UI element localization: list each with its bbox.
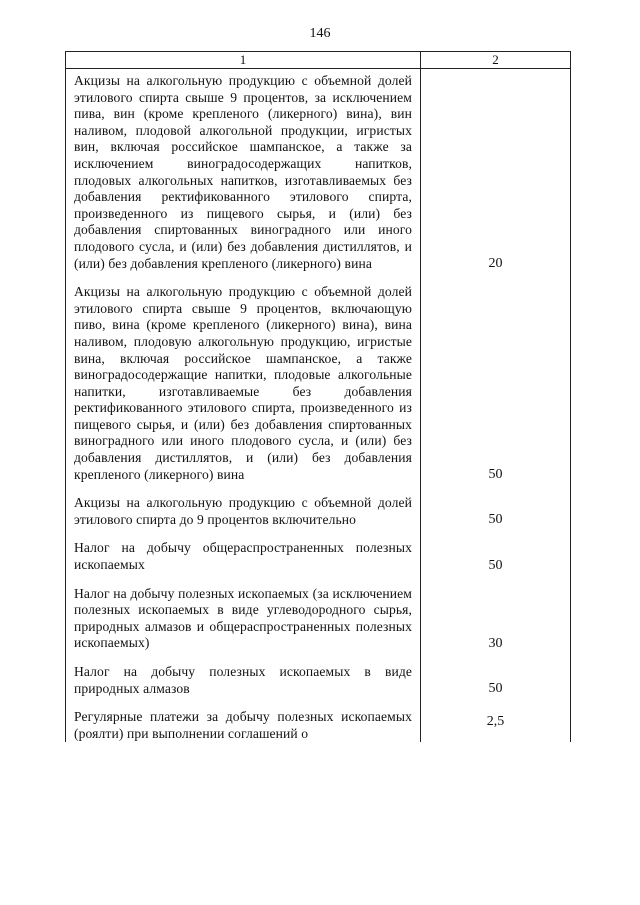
row-description: Регулярные платежи за добычу полезных ископаемых (роялти) при выполнении соглашений о [74, 709, 412, 741]
row-description: Налог на добычу общераспространенных полезных ископаемых [74, 540, 412, 573]
row-value: 2,5 [421, 705, 571, 742]
column-header-2: 2 [421, 52, 571, 69]
row-value: 50 [421, 660, 571, 697]
table-row [66, 536, 571, 573]
tax-table [65, 51, 570, 742]
table-row [66, 660, 571, 697]
page-number: 146 [309, 26, 331, 41]
row-description-cell [66, 491, 421, 528]
row-description: Налог на добычу полезных ископаемых в виде природных алмазов [74, 664, 412, 696]
row-description-cell [66, 536, 421, 573]
row-description: Акцизы на алкогольную продукцию с объемной долей этилового спирта до 9 процентов включительно [74, 495, 412, 527]
table-header-row [66, 52, 571, 69]
row-value: 30 [421, 582, 571, 652]
row-value: 50 [421, 536, 571, 573]
row-description-cell [66, 705, 421, 742]
column-header-1: 1 [66, 52, 421, 69]
table-row [66, 280, 571, 483]
table-row [66, 491, 571, 528]
table-row [66, 705, 571, 742]
row-value: 50 [421, 491, 571, 528]
row-description: Налог на добычу полезных ископаемых (за исключением полезных ископаемых в виде углеводородного сырья, природных алмазов и общераспространенных полезных ископаемых) [74, 585, 412, 651]
row-value: 20 [421, 69, 571, 273]
table-row [66, 69, 571, 273]
table-row [66, 582, 571, 652]
row-description-cell [66, 660, 421, 697]
row-description-cell [66, 69, 421, 273]
row-description: Акцизы на алкогольную продукцию с объемной долей этилового спирта свыше 9 процентов, за исключением пива, вин (кроме крепленого (ликерного) вина), вин наливом, плодовой алкогольной продукции, игристых вин, включая российское шампанское, а также за исключением виноградосодержащих напитков, плодовых алкогольных напитков, изготавливаемых без добавления ректификованного этилового спирта, произведенного из пищевого сырья, и (или) без добавления спиртованных виноградного или иного плодового сусла, и (или) без добавления дистиллятов, и (или) без добавления крепленого (ликерного) вина [74, 73, 412, 271]
row-description-cell [66, 582, 421, 652]
row-value: 50 [421, 280, 571, 483]
row-description: Акцизы на алкогольную продукцию с объемной долей этилового спирта свыше 9 процентов, включающую пиво, вина (кроме крепленого (ликерного) вина), вина наливом, плодовую алкогольную продукцию, игристые вина, включая российское шампанское, а также виноградосодержащие напитки, плодовые алкогольные напитки, изготавливаемые без добавления ректификованного этилового спирта, произведенного из пищевого сырья, и (или) без добавления спиртованных виноградного или иного плодового сусла, и (или) без добавления дистиллятов, и (или) без добавления крепленого (ликерного) вина [74, 284, 412, 482]
row-description-cell [66, 280, 421, 483]
